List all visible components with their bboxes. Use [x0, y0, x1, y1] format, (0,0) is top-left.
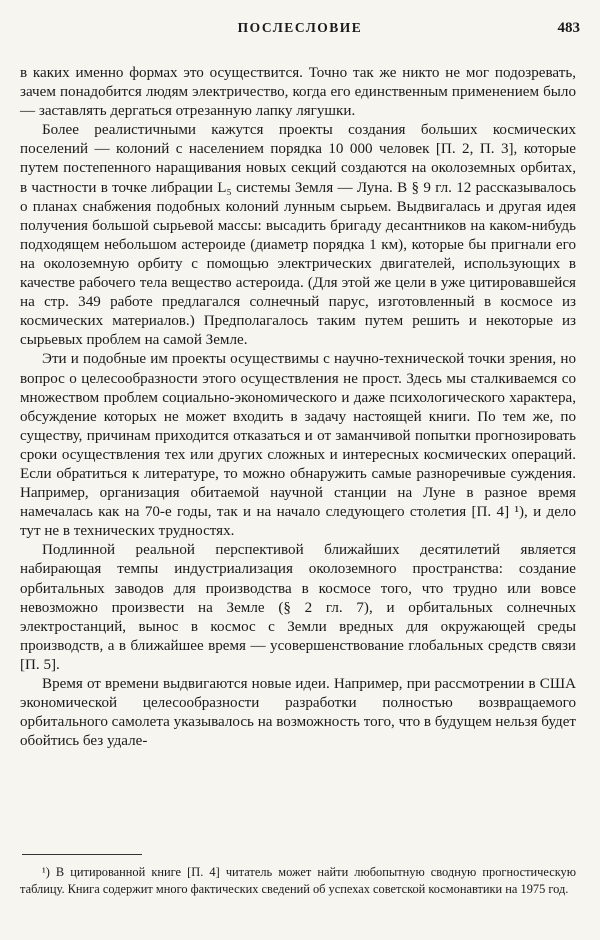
- paragraph-2: Более реалистичными кажутся проекты создания больших космических поселений — колоний с населением порядка 10 000 человек [П. 2, П. 3], которые путем постепенного наращивания новых секций создаются на околоземных орбитах, в частности в точке либрации L₅ системы Земля — Луна. В § 9 гл. 12 рассказывалось о планах снабжения подобных колоний лунным сырьем. Выдвигалась и другая идея получения большой сырьевой массы: высадить бригаду десантников на каком-нибудь подходящем небольшом астероиде (диаметр порядка 1 км), которые бы пригнали его на околоземную орбиту с помощью электрических двигателей, использующих в качестве рабочего тела вещество астероида. (Для этой же цели в уже цитировавшейся на стр. 349 работе предлагался солнечный парус, изготовленный в космосе из космических материалов.) Предполагалось таким путем решить и некоторые из сырьевых проблем на самой Земле.: [20, 122, 576, 349]
- paragraph-4: Подлинной реальной перспективой ближайших десятилетий является набирающая темпы индустриализация околоземного пространства: создание орбитальных заводов для производства в космосе того, что трудно или вовсе невозможно произвести на Земле (§ 2 гл. 7), и орбитальных солнечных электростанций, вынос в космос с Земли вредных для окружающей среды производств, а в ближайшее время — усовершенствование глобальных средств связи [П. 5].: [20, 542, 576, 673]
- footnote: ¹) В цитированной книге [П. 4] читатель может найти любопытную сводную прогностическую таблицу. Книга содержит много фактических сведений об успехах советской космонавтики на 1975 год.: [20, 865, 576, 896]
- footnote-divider: [22, 854, 142, 855]
- page-number: 483: [557, 20, 580, 36]
- body-text: [20, 64, 576, 751]
- running-head: ПОСЛЕСЛОВИЕ: [237, 20, 363, 35]
- paragraph-5: Время от времени выдвигаются новые идеи. Например, при рассмотрении в США экономической целесообразности разработки полностью возвращаемого орбитального самолета указывалось на возможность того, что в будущем нельзя будет обойтись без удале-: [20, 676, 576, 750]
- paragraph-3: Эти и подобные им проекты осуществимы с научно-технической точки зрения, но вопрос о целесообразности этого осуществления не прост. Здесь мы сталкиваемся со множеством проблем социально-экономического и даже психологического характера, обсуждение которых не может входить в задачу настоящей книги. По тем же, по существу, причинам приходится отказаться и от заманчивой попытки прогнозировать сроки осуществления тех или других сложных и интересных космических операций. Если обратиться к литературе, то можно обнаружить самые разноречивые суждения. Например, организация обитаемой научной станции на Луне в разное время намечалась как на 70-е годы, так и на начало следующего столетия [П. 4] ¹), и дело тут не в технических трудностях.: [20, 351, 576, 540]
- paragraph-1: в каких именно формах это осуществится. Точно так же никто не мог подозревать, зачем понадобится людям электричество, когда его единственным применением было — заставлять дергаться отрезанную лапку лягушки.: [20, 65, 576, 120]
